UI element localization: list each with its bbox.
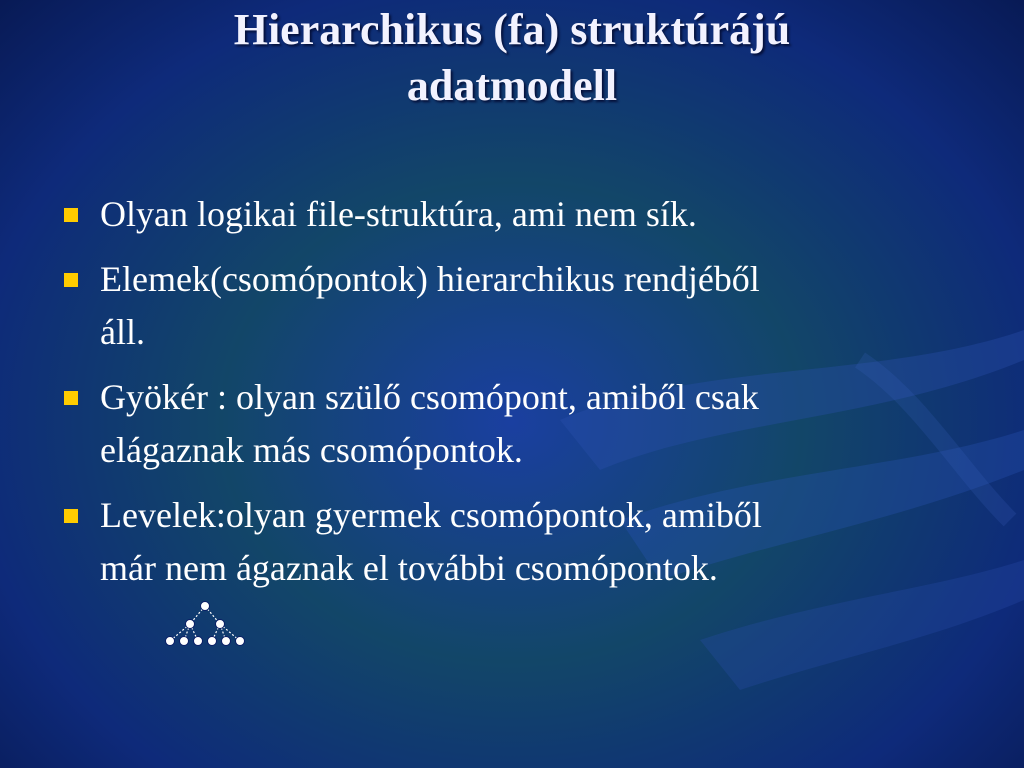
bullet-item [60,489,960,595]
bullet-text: áll. [100,312,145,352]
slide-title-line: Hierarchikus (fa) struktúrájú [233,5,791,54]
bullet-text: Gyökér : olyan szülő csomópont, amiből csak [100,377,759,417]
square-bullet-icon [64,509,78,523]
bullet-text: Elemek(csomópontok) hierarchikus rendjéből [100,259,760,299]
bullet-text: már nem ágaznak el további csomópontok. [100,548,718,588]
slide-title-line: adatmodell [406,61,618,110]
square-bullet-icon [64,273,78,287]
bullet-item [60,253,960,359]
tree-diagram-icon [162,600,248,650]
square-bullet-icon [64,391,78,405]
bullet-text: elágaznak más csomópontok. [100,430,523,470]
bullet-text: Levelek:olyan gyermek csomópontok, amiből [100,495,762,535]
square-bullet-icon [64,208,78,222]
bullet-text: Olyan logikai file-struktúra, ami nem sík. [100,194,697,234]
slide-title [0,2,1024,114]
bullet-item [60,371,960,477]
bullet-item [60,188,960,241]
bullet-list [60,188,960,607]
